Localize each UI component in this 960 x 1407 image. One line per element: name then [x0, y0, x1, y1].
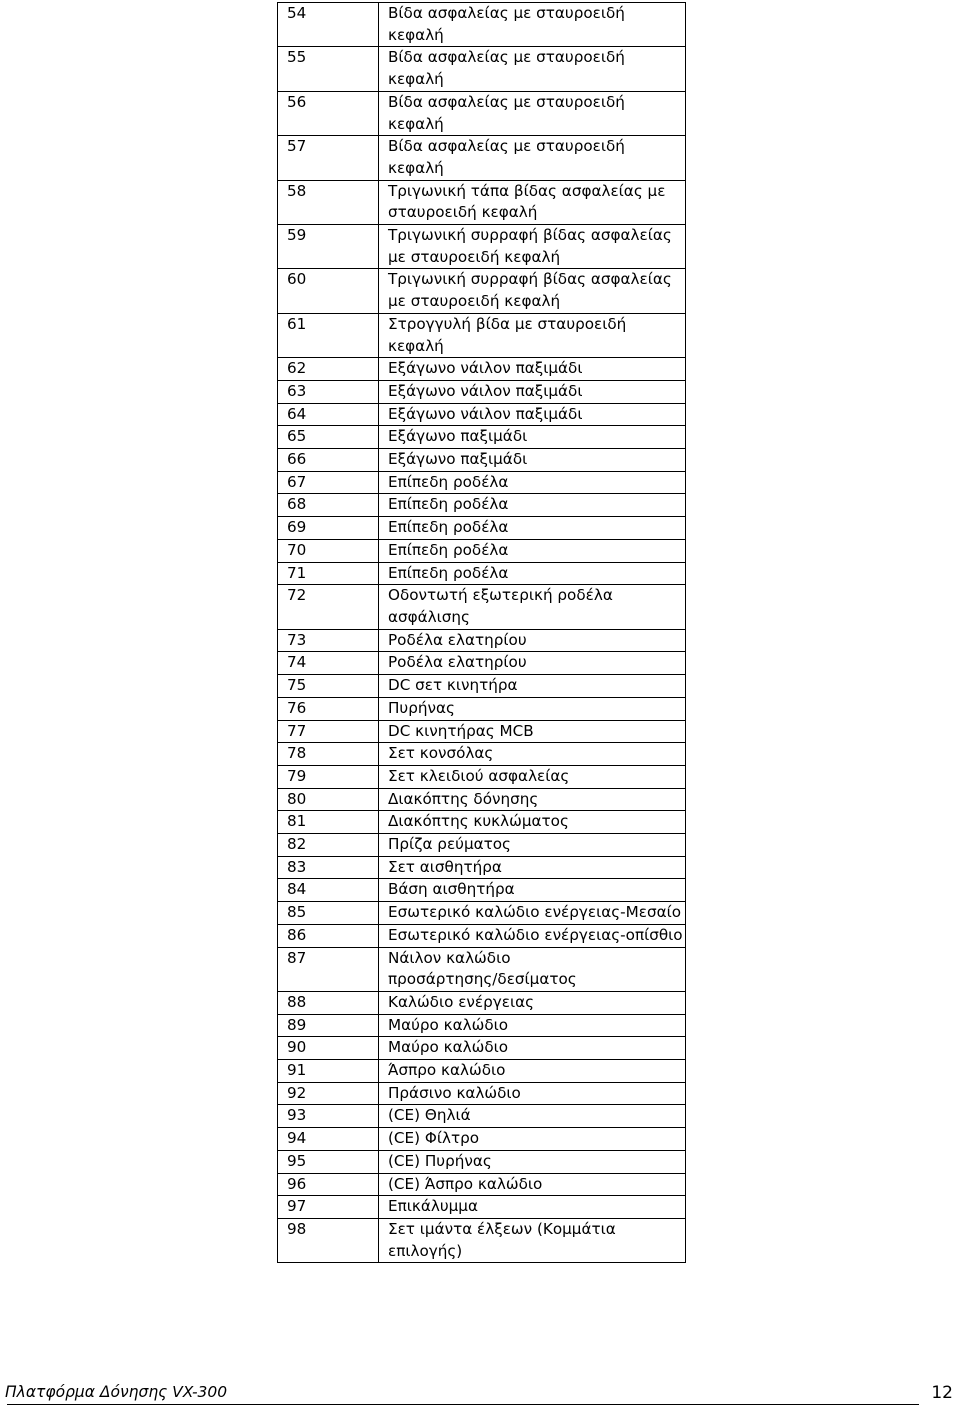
part-number-cell: 72	[278, 585, 379, 629]
page-number: 12	[931, 1383, 953, 1403]
part-number-cell: 76	[278, 697, 379, 720]
part-number-cell: 70	[278, 539, 379, 562]
table-row	[278, 180, 686, 224]
part-number-cell: 81	[278, 811, 379, 834]
table-row	[278, 1060, 686, 1083]
part-description-cell: Καλώδιο ενέργειας	[379, 991, 686, 1014]
part-description-cell: DC σετ κινητήρα	[379, 675, 686, 698]
part-description-cell: Εξάγωνο παξιμάδι	[379, 449, 686, 472]
table-row	[278, 1082, 686, 1105]
part-description-cell: Διακόπτης δόνησης	[379, 788, 686, 811]
table-row	[278, 675, 686, 698]
part-description-cell: Επικάλυμμα	[379, 1196, 686, 1219]
footer-divider	[7, 1404, 919, 1405]
part-description-cell: Επίπεδη ροδέλα	[379, 471, 686, 494]
part-description-cell: (CE) Φίλτρο	[379, 1128, 686, 1151]
part-description-cell: Σετ ιμάντα έλξεων (Κομμάτια επιλογής)	[379, 1218, 686, 1262]
part-description-cell: Επίπεδη ροδέλα	[379, 562, 686, 585]
part-description-cell: Άσπρο καλώδιο	[379, 1060, 686, 1083]
table-row	[278, 1105, 686, 1128]
part-number-cell: 77	[278, 720, 379, 743]
table-row	[278, 629, 686, 652]
part-number-cell: 66	[278, 449, 379, 472]
parts-table	[277, 2, 686, 1263]
part-number-cell: 59	[278, 225, 379, 269]
part-number-cell: 57	[278, 136, 379, 180]
part-number-cell: 90	[278, 1037, 379, 1060]
table-row	[278, 788, 686, 811]
table-row	[278, 358, 686, 381]
part-number-cell: 78	[278, 743, 379, 766]
table-row	[278, 403, 686, 426]
part-description-cell: Βάση αισθητήρα	[379, 879, 686, 902]
part-description-cell: Επίπεδη ροδέλα	[379, 539, 686, 562]
footer-title: Πλατφόρμα Δόνησης VX-300	[5, 1383, 228, 1401]
part-description-cell: Επίπεδη ροδέλα	[379, 517, 686, 540]
table-row	[278, 1037, 686, 1060]
part-number-cell: 82	[278, 834, 379, 857]
part-number-cell: 80	[278, 788, 379, 811]
part-description-cell: DC κινητήρας MCB	[379, 720, 686, 743]
table-row	[278, 225, 686, 269]
table-row	[278, 269, 686, 313]
table-row	[278, 3, 686, 47]
table-row	[278, 856, 686, 879]
part-number-cell: 83	[278, 856, 379, 879]
table-row	[278, 811, 686, 834]
part-description-cell: Εξάγωνο νάιλον παξιμάδι	[379, 403, 686, 426]
table-row	[278, 47, 686, 91]
part-description-cell: Πράσινο καλώδιο	[379, 1082, 686, 1105]
table-row	[278, 91, 686, 135]
table-row	[278, 471, 686, 494]
table-row	[278, 1150, 686, 1173]
part-description-cell: Ροδέλα ελατηρίου	[379, 629, 686, 652]
table-row	[278, 924, 686, 947]
page-footer	[5, 1383, 955, 1407]
table-row	[278, 449, 686, 472]
part-description-cell: Εσωτερικό καλώδιο ενέργειας-οπίσθιο	[379, 924, 686, 947]
table-row	[278, 1218, 686, 1262]
part-description-cell: (CE) Θηλιά	[379, 1105, 686, 1128]
part-number-cell: 54	[278, 3, 379, 47]
part-number-cell: 56	[278, 91, 379, 135]
part-description-cell: Βίδα ασφαλείας με σταυροειδή κεφαλή	[379, 136, 686, 180]
part-description-cell: Τριγωνική τάπα βίδας ασφαλείας με σταυροειδή κεφαλή	[379, 180, 686, 224]
part-number-cell: 97	[278, 1196, 379, 1219]
parts-table-body	[278, 3, 686, 1263]
table-row	[278, 765, 686, 788]
part-number-cell: 71	[278, 562, 379, 585]
table-row	[278, 136, 686, 180]
part-description-cell: Επίπεδη ροδέλα	[379, 494, 686, 517]
part-description-cell: (CE) Πυρήνας	[379, 1150, 686, 1173]
part-description-cell: Σετ αισθητήρα	[379, 856, 686, 879]
part-description-cell: (CE) Άσπρο καλώδιο	[379, 1173, 686, 1196]
part-number-cell: 73	[278, 629, 379, 652]
part-number-cell: 88	[278, 991, 379, 1014]
part-description-cell: Τριγωνική συρραφή βίδας ασφαλείας με σταυροειδή κεφαλή	[379, 269, 686, 313]
part-description-cell: Οδοντωτή εξωτερική ροδέλα ασφάλισης	[379, 585, 686, 629]
part-number-cell: 89	[278, 1014, 379, 1037]
part-number-cell: 98	[278, 1218, 379, 1262]
table-row	[278, 1128, 686, 1151]
part-description-cell: Μαύρο καλώδιο	[379, 1014, 686, 1037]
part-number-cell: 67	[278, 471, 379, 494]
part-description-cell: Σετ κονσόλας	[379, 743, 686, 766]
part-number-cell: 61	[278, 313, 379, 357]
part-number-cell: 93	[278, 1105, 379, 1128]
table-row	[278, 902, 686, 925]
part-number-cell: 58	[278, 180, 379, 224]
part-number-cell: 94	[278, 1128, 379, 1151]
table-row	[278, 539, 686, 562]
part-number-cell: 65	[278, 426, 379, 449]
table-row	[278, 313, 686, 357]
table-row	[278, 697, 686, 720]
part-number-cell: 79	[278, 765, 379, 788]
table-row	[278, 380, 686, 403]
part-number-cell: 60	[278, 269, 379, 313]
part-description-cell: Εξάγωνο νάιλον παξιμάδι	[379, 358, 686, 381]
part-description-cell: Νάιλον καλώδιο προσάρτησης/δεσίματος	[379, 947, 686, 991]
table-row	[278, 720, 686, 743]
table-row	[278, 426, 686, 449]
part-number-cell: 55	[278, 47, 379, 91]
part-number-cell: 87	[278, 947, 379, 991]
part-description-cell: Πρίζα ρεύματος	[379, 834, 686, 857]
table-row	[278, 585, 686, 629]
part-description-cell: Ροδέλα ελατηρίου	[379, 652, 686, 675]
part-number-cell: 63	[278, 380, 379, 403]
table-row	[278, 947, 686, 991]
table-row	[278, 743, 686, 766]
table-row	[278, 1173, 686, 1196]
part-description-cell: Στρογγυλή βίδα με σταυροειδή κεφαλή	[379, 313, 686, 357]
part-number-cell: 96	[278, 1173, 379, 1196]
table-row	[278, 1196, 686, 1219]
part-description-cell: Εξάγωνο νάιλον παξιμάδι	[379, 380, 686, 403]
part-number-cell: 95	[278, 1150, 379, 1173]
table-row	[278, 652, 686, 675]
part-number-cell: 64	[278, 403, 379, 426]
part-number-cell: 68	[278, 494, 379, 517]
part-number-cell: 86	[278, 924, 379, 947]
part-description-cell: Βίδα ασφαλείας με σταυροειδή κεφαλή	[379, 3, 686, 47]
part-number-cell: 62	[278, 358, 379, 381]
part-number-cell: 91	[278, 1060, 379, 1083]
table-row	[278, 562, 686, 585]
table-row	[278, 494, 686, 517]
part-number-cell: 75	[278, 675, 379, 698]
part-description-cell: Βίδα ασφαλείας με σταυροειδή κεφαλή	[379, 91, 686, 135]
part-description-cell: Πυρήνας	[379, 697, 686, 720]
table-row	[278, 879, 686, 902]
part-description-cell: Διακόπτης κυκλώματος	[379, 811, 686, 834]
part-description-cell: Εξάγωνο παξιμάδι	[379, 426, 686, 449]
part-description-cell: Τριγωνική συρραφή βίδας ασφαλείας με σταυροειδή κεφαλή	[379, 225, 686, 269]
part-description-cell: Μαύρο καλώδιο	[379, 1037, 686, 1060]
part-number-cell: 85	[278, 902, 379, 925]
table-row	[278, 834, 686, 857]
part-number-cell: 69	[278, 517, 379, 540]
part-description-cell: Σετ κλειδιού ασφαλείας	[379, 765, 686, 788]
table-row	[278, 991, 686, 1014]
part-number-cell: 84	[278, 879, 379, 902]
part-number-cell: 74	[278, 652, 379, 675]
part-description-cell: Βίδα ασφαλείας με σταυροειδή κεφαλή	[379, 47, 686, 91]
table-row	[278, 1014, 686, 1037]
table-row	[278, 517, 686, 540]
part-number-cell: 92	[278, 1082, 379, 1105]
part-description-cell: Εσωτερικό καλώδιο ενέργειας-Μεσαίο	[379, 902, 686, 925]
